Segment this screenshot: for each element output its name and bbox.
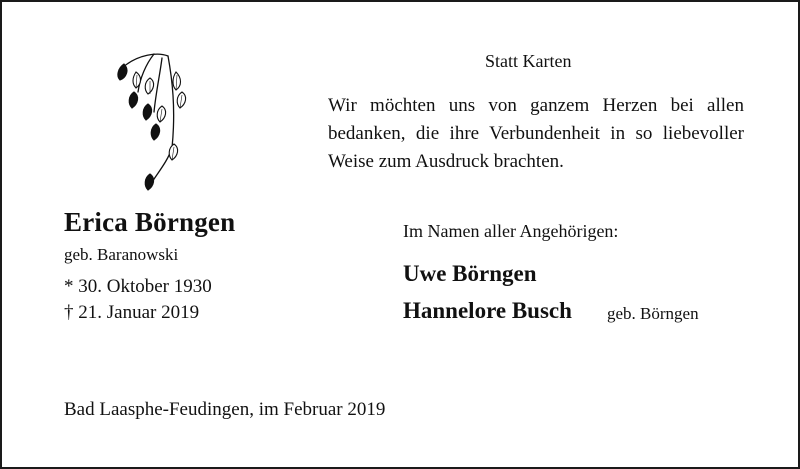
statt-karten-heading: Statt Karten — [485, 51, 572, 71]
birth-date: * 30. Oktober 1930 — [64, 276, 212, 297]
birch-branch-icon — [110, 48, 205, 198]
thank-you-message: Wir möchten uns von ganzem Herzen bei allen bedanken, die ihre Verbundenheit in so liebevoller Weise zum Ausdruck brachten. — [328, 95, 744, 172]
death-date: † 21. Januar 2019 — [64, 302, 200, 323]
signatory-birth-name: geb. Börngen — [607, 304, 699, 323]
deceased-name: Erica Börngen — [64, 207, 236, 237]
place-and-date: Bad Laasphe-Feudingen, im Februar 2019 — [64, 399, 386, 420]
deceased-birth-name: geb. Baranowski — [64, 245, 179, 264]
signatory-name: Hannelore Busch — [403, 298, 572, 323]
on-behalf-intro: Im Namen aller Angehörigen: — [403, 221, 619, 241]
signatory-name: Uwe Börngen — [403, 261, 537, 286]
